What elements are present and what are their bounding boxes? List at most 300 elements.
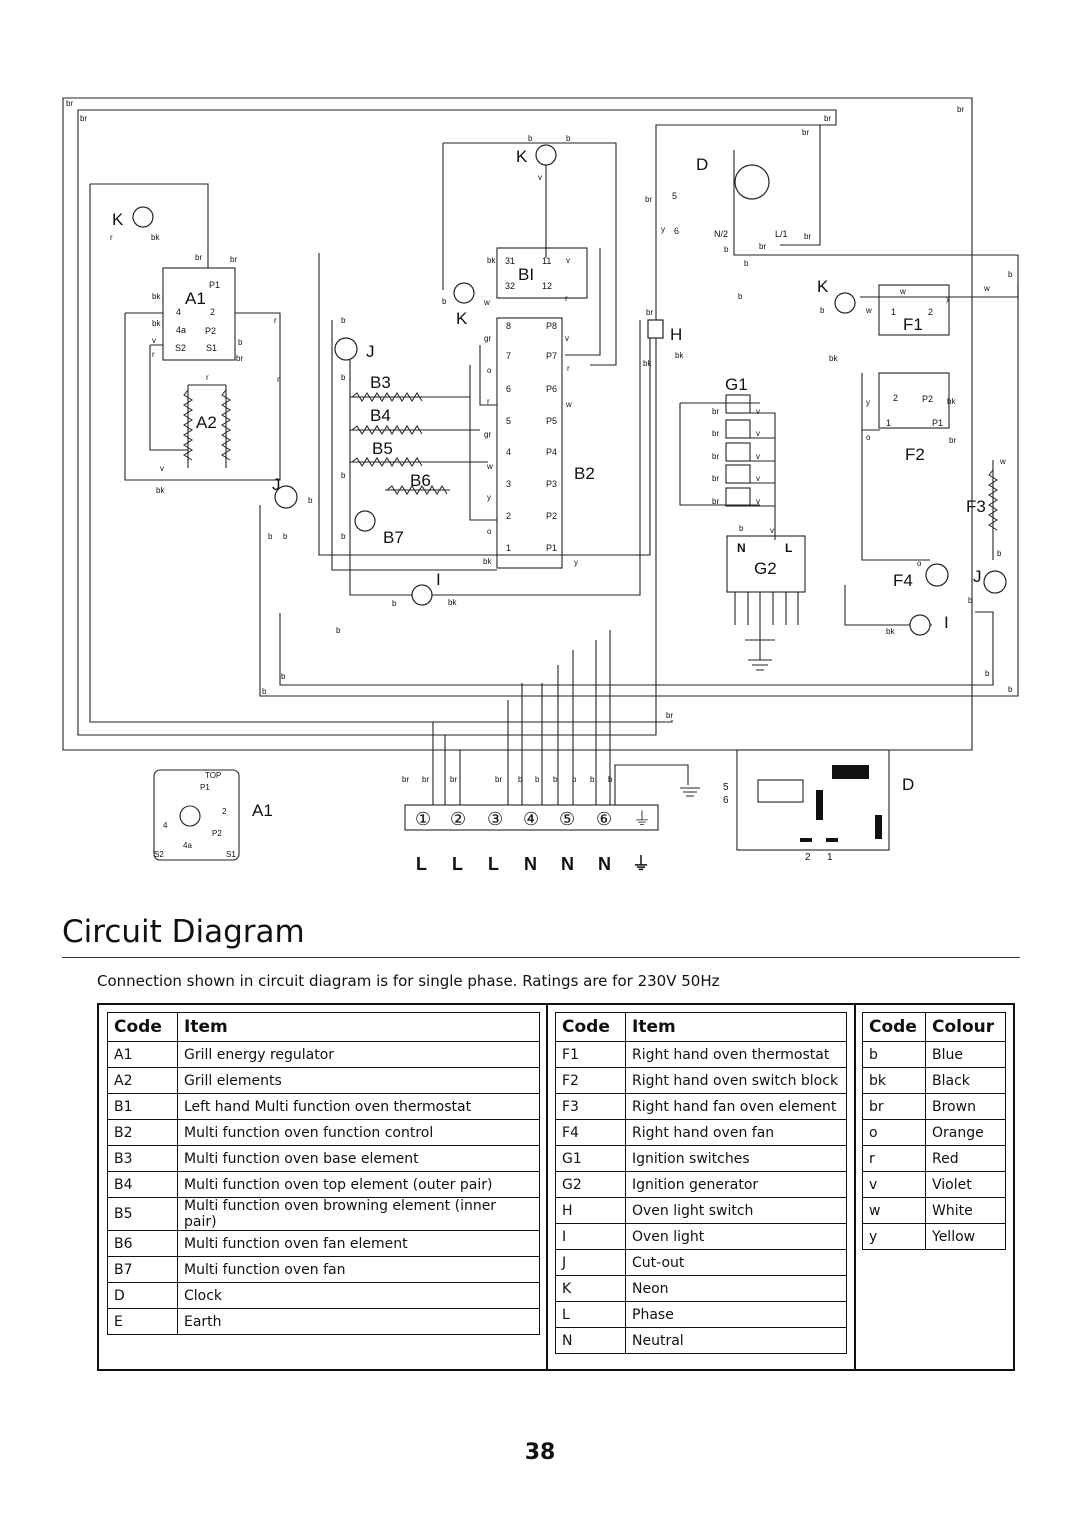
contact-label: L bbox=[785, 541, 793, 555]
wire-tag: b bbox=[283, 532, 288, 541]
wire-tag: v bbox=[756, 497, 760, 506]
contact-label: 2 bbox=[210, 307, 216, 317]
legend-item: Cut-out bbox=[626, 1250, 847, 1276]
wire-tag: b bbox=[392, 599, 397, 608]
label-k-right: K bbox=[817, 277, 829, 296]
terminal-letter: N bbox=[524, 854, 537, 874]
wire-tag: r bbox=[277, 375, 280, 384]
terminal-wire-tag: br bbox=[402, 775, 410, 784]
legend-code: B2 bbox=[108, 1120, 178, 1146]
legend-item: Right hand fan oven element bbox=[626, 1094, 847, 1120]
legend-row bbox=[556, 1094, 847, 1120]
wire-tag: r bbox=[565, 294, 568, 303]
code-header: Code bbox=[556, 1013, 626, 1042]
regulator-detail-label: S2 bbox=[154, 850, 164, 859]
contact-label: 4 bbox=[506, 447, 512, 457]
terminal-number: ② bbox=[450, 809, 467, 829]
legend-colour: White bbox=[926, 1198, 1006, 1224]
wire-tag: br bbox=[824, 114, 832, 123]
wire-tag: b bbox=[1008, 270, 1013, 279]
contact-label: P1 bbox=[546, 543, 558, 553]
label-k-mid: K bbox=[456, 309, 468, 328]
legend-code: v bbox=[863, 1172, 926, 1198]
regulator-detail-label: P1 bbox=[200, 783, 210, 792]
contact-label: 2 bbox=[893, 393, 899, 403]
wire-tag: b bbox=[739, 524, 744, 533]
contact-label: 1 bbox=[886, 418, 892, 428]
terminal-number: ⑥ bbox=[596, 809, 613, 829]
legend-code: r bbox=[863, 1146, 926, 1172]
label-a1-detail: A1 bbox=[252, 801, 273, 820]
wire-tag: r bbox=[567, 364, 570, 373]
legend-item: Right hand oven fan bbox=[626, 1120, 847, 1146]
label-b2: B2 bbox=[574, 464, 595, 483]
label-f4: F4 bbox=[893, 571, 913, 590]
wire-tag: y bbox=[574, 558, 578, 567]
contact-label: N bbox=[737, 541, 746, 555]
page-title: Circuit Diagram bbox=[62, 914, 305, 950]
label-g2: G2 bbox=[754, 559, 777, 578]
legend-row bbox=[556, 1276, 847, 1302]
legend-row bbox=[108, 1120, 540, 1146]
terminal-wire-tag: b bbox=[535, 775, 540, 784]
wire-tag: gr bbox=[484, 334, 492, 343]
contact-label: P3 bbox=[546, 479, 558, 489]
legend-row bbox=[556, 1042, 847, 1068]
clock-detail-label: 2 bbox=[805, 852, 811, 863]
terminal-earth: ⏚ bbox=[633, 809, 651, 829]
contact-label: N/2 bbox=[714, 229, 729, 239]
label-f1: F1 bbox=[903, 315, 923, 334]
label-h: H bbox=[670, 325, 683, 344]
legend-table-colours bbox=[862, 1012, 1006, 1250]
page-number: 38 bbox=[524, 1440, 556, 1465]
regulator-detail-label: 2 bbox=[222, 807, 227, 816]
wire-tag: br bbox=[66, 99, 74, 108]
contact-label: 7 bbox=[506, 351, 512, 361]
wire-tag: br bbox=[646, 308, 654, 317]
contact-label: 2 bbox=[928, 307, 934, 317]
legend-row bbox=[108, 1172, 540, 1198]
wire-tag: r bbox=[152, 350, 155, 359]
wire-tag: o bbox=[917, 559, 922, 568]
contact-label: L/1 bbox=[775, 229, 788, 239]
legend-item: Clock bbox=[178, 1283, 540, 1309]
legend-code: J bbox=[556, 1250, 626, 1276]
terminal-wire-tag: b bbox=[518, 775, 523, 784]
contact-label: S2 bbox=[175, 343, 187, 353]
legend-code: G2 bbox=[556, 1172, 626, 1198]
legend-row bbox=[556, 1198, 847, 1224]
legend-code: o bbox=[863, 1120, 926, 1146]
wire-tag: bk bbox=[675, 351, 684, 360]
legend-item: Phase bbox=[626, 1302, 847, 1328]
legend-code: D bbox=[108, 1283, 178, 1309]
legend-item: Multi function oven top element (outer pair) bbox=[178, 1172, 540, 1198]
legend-row bbox=[863, 1172, 1006, 1198]
contact-label: 1 bbox=[506, 543, 512, 553]
terminal-wire-tag: b bbox=[608, 775, 613, 784]
legend-code: G1 bbox=[556, 1146, 626, 1172]
legend-row bbox=[556, 1068, 847, 1094]
wire-tag: b bbox=[738, 292, 743, 301]
label-f3: F3 bbox=[966, 497, 986, 516]
terminal-wire-tag: br bbox=[495, 775, 503, 784]
contact-label: 5 bbox=[506, 416, 512, 426]
wire-tag: b bbox=[341, 316, 346, 325]
label-b1: BI bbox=[518, 265, 535, 284]
contact-label: 2 bbox=[506, 511, 512, 521]
terminal-wire-tag: b bbox=[553, 775, 558, 784]
wire-tag: v bbox=[565, 334, 569, 343]
label-i-right: I bbox=[944, 613, 949, 632]
terminal-wire-tag: b bbox=[590, 775, 595, 784]
terminal-earth-label: ⏚ bbox=[632, 854, 650, 874]
label-k-left: K bbox=[112, 210, 124, 229]
legend-code: B7 bbox=[108, 1257, 178, 1283]
wire-tag: br bbox=[195, 253, 203, 262]
regulator-detail-label: P2 bbox=[212, 829, 222, 838]
legend-item: Left hand Multi function oven thermostat bbox=[178, 1094, 540, 1120]
contact-label: P8 bbox=[546, 321, 558, 331]
terminal-letter: N bbox=[561, 854, 574, 874]
legend-item: Multi function oven browning element (inner pair) bbox=[178, 1198, 540, 1231]
legend-item: Ignition generator bbox=[626, 1172, 847, 1198]
contact-label: 5 bbox=[672, 191, 678, 201]
clock-detail-label: 6 bbox=[723, 795, 729, 806]
wire-tag: br bbox=[230, 255, 238, 264]
wire-tag: b bbox=[336, 626, 341, 635]
wire-tag: r bbox=[274, 316, 277, 325]
legend-row bbox=[108, 1231, 540, 1257]
wire-tag: b bbox=[308, 496, 313, 505]
legend-row bbox=[108, 1257, 540, 1283]
wire-tag: v bbox=[756, 452, 760, 461]
wire-tag: v bbox=[152, 336, 156, 345]
title-rule bbox=[62, 957, 1020, 958]
wire-tag: r bbox=[487, 397, 490, 406]
wire-tag: v bbox=[160, 464, 164, 473]
wire-tag: br bbox=[712, 474, 720, 483]
legend-table-items-2 bbox=[555, 1012, 847, 1354]
legend-item: Earth bbox=[178, 1309, 540, 1335]
wire-tag: br bbox=[236, 354, 244, 363]
wire-tag: br bbox=[80, 114, 88, 123]
legend-row bbox=[863, 1198, 1006, 1224]
regulator-detail-label: 4a bbox=[183, 841, 192, 850]
contact-label: 4 bbox=[176, 307, 182, 317]
wire-tag: y bbox=[946, 294, 950, 303]
wire-tag: b bbox=[997, 549, 1002, 558]
legend-code: B1 bbox=[108, 1094, 178, 1120]
label-b7: B7 bbox=[383, 528, 404, 547]
legend-item: Multi function oven fan element bbox=[178, 1231, 540, 1257]
wire-tag: v bbox=[756, 474, 760, 483]
contact-label: P5 bbox=[546, 416, 558, 426]
label-g1: G1 bbox=[725, 375, 748, 394]
legend-code: br bbox=[863, 1094, 926, 1120]
clock-detail-label: 5 bbox=[723, 782, 729, 793]
legend-item: Ignition switches bbox=[626, 1146, 847, 1172]
regulator-detail-label: S1 bbox=[226, 850, 236, 859]
wire-tag: b bbox=[262, 687, 267, 696]
legend-code: L bbox=[556, 1302, 626, 1328]
contact-label: 6 bbox=[506, 384, 512, 394]
wire-tag: v bbox=[756, 407, 760, 416]
legend-code: I bbox=[556, 1224, 626, 1250]
wire-tag: w bbox=[1000, 457, 1006, 466]
contact-label: 3 bbox=[506, 479, 512, 489]
contact-label: 1 bbox=[891, 307, 897, 317]
terminal-letter: N bbox=[598, 854, 611, 874]
legend-row bbox=[556, 1120, 847, 1146]
wire-tag: v bbox=[566, 256, 570, 265]
legend-row bbox=[108, 1283, 540, 1309]
terminal-number: ⑤ bbox=[559, 809, 576, 829]
legend-code: K bbox=[556, 1276, 626, 1302]
label-d: D bbox=[696, 155, 709, 174]
legend-row bbox=[556, 1172, 847, 1198]
contact-label: 8 bbox=[506, 321, 512, 331]
legend-item: Right hand oven switch block bbox=[626, 1068, 847, 1094]
terminal-wire-tag: br bbox=[450, 775, 458, 784]
terminal-letter: L bbox=[452, 854, 463, 874]
wire-tag: b bbox=[341, 373, 346, 382]
legend-code: N bbox=[556, 1328, 626, 1354]
legend-item: Neutral bbox=[626, 1328, 847, 1354]
legend-colour: Red bbox=[926, 1146, 1006, 1172]
wire-tag: br bbox=[759, 242, 767, 251]
terminal-number: ① bbox=[415, 809, 432, 829]
legend-item: Multi function oven fan bbox=[178, 1257, 540, 1283]
contact-label: 6 bbox=[674, 226, 680, 236]
colour-header: Colour bbox=[926, 1013, 1006, 1042]
label-f2: F2 bbox=[905, 445, 925, 464]
label-b4: B4 bbox=[370, 406, 391, 425]
legend-table-items-1 bbox=[107, 1012, 540, 1335]
supply-note: Connection shown in circuit diagram is for single phase. Ratings are for 230V 50Hz bbox=[97, 972, 720, 990]
wire-tag: w bbox=[866, 306, 872, 315]
legend-row bbox=[863, 1146, 1006, 1172]
wire-tag: bk bbox=[483, 557, 492, 566]
legend-code: b bbox=[863, 1042, 926, 1068]
item-header: Item bbox=[178, 1013, 540, 1042]
legend-row bbox=[556, 1224, 847, 1250]
label-j-right: J bbox=[973, 567, 982, 586]
wire-tag: b bbox=[744, 259, 749, 268]
legend-code: y bbox=[863, 1224, 926, 1250]
legend-code: F2 bbox=[556, 1068, 626, 1094]
wire-tag: w bbox=[984, 284, 990, 293]
wire-tag: b bbox=[985, 669, 990, 678]
wire-tag: bk bbox=[947, 397, 956, 406]
regulator-detail-label: 4 bbox=[163, 821, 168, 830]
wire-tag: r bbox=[206, 373, 209, 382]
contact-label: 12 bbox=[542, 281, 553, 291]
wire-tag: bk bbox=[829, 354, 838, 363]
wire-tag: b bbox=[281, 672, 286, 681]
wire-tag: b bbox=[442, 297, 447, 306]
legend-row bbox=[863, 1224, 1006, 1250]
wire-tag: y bbox=[866, 398, 870, 407]
wire-tag: bk bbox=[151, 233, 160, 242]
code-header: Code bbox=[863, 1013, 926, 1042]
legend-item: Oven light switch bbox=[626, 1198, 847, 1224]
legend-colour: Violet bbox=[926, 1172, 1006, 1198]
label-a1: A1 bbox=[185, 289, 206, 308]
legend-code: F4 bbox=[556, 1120, 626, 1146]
wire-tag: v bbox=[538, 173, 542, 182]
legend-row bbox=[556, 1250, 847, 1276]
contact-label: P4 bbox=[546, 447, 558, 457]
wire-tag: v bbox=[770, 526, 774, 535]
label-d-detail: D bbox=[902, 775, 915, 794]
legend-row bbox=[108, 1068, 540, 1094]
wire-tag: gr bbox=[484, 430, 492, 439]
wire-tag: br bbox=[645, 195, 653, 204]
legend-item: Right hand oven thermostat bbox=[626, 1042, 847, 1068]
contact-label: P1 bbox=[932, 418, 944, 428]
wire-tag: o bbox=[866, 433, 871, 442]
wire-tag: o bbox=[487, 366, 492, 375]
legend-row bbox=[556, 1146, 847, 1172]
wire-tag: bk bbox=[487, 256, 496, 265]
wire-tag: br bbox=[804, 232, 812, 241]
legend-code: B6 bbox=[108, 1231, 178, 1257]
wire-tag: y bbox=[661, 225, 665, 234]
terminal-letter: L bbox=[488, 854, 499, 874]
contact-label: P6 bbox=[546, 384, 558, 394]
wire-tag: br bbox=[666, 711, 674, 720]
label-b5: B5 bbox=[372, 439, 393, 458]
label-j-mid: J bbox=[272, 475, 281, 494]
legend-row bbox=[863, 1042, 1006, 1068]
legend-row bbox=[108, 1198, 540, 1231]
legend-row bbox=[556, 1302, 847, 1328]
terminal-number: ④ bbox=[523, 809, 540, 829]
wire-tag: b bbox=[1008, 685, 1013, 694]
legend-colour: Yellow bbox=[926, 1224, 1006, 1250]
wire-tag: br bbox=[957, 105, 965, 114]
legend-code: B4 bbox=[108, 1172, 178, 1198]
clock-detail-label: 1 bbox=[827, 852, 833, 863]
label-a2: A2 bbox=[196, 413, 217, 432]
wire-tag: br bbox=[949, 436, 957, 445]
wire-tag: w bbox=[487, 462, 493, 471]
terminal-letter: L bbox=[416, 854, 427, 874]
wire-tag: bk bbox=[152, 292, 161, 301]
legend-code: F1 bbox=[556, 1042, 626, 1068]
wire-tag: o bbox=[487, 527, 492, 536]
legend-divider bbox=[854, 1003, 856, 1371]
wire-tag: br bbox=[802, 128, 810, 137]
wire-tag: bk bbox=[156, 486, 165, 495]
wire-tag: b bbox=[238, 338, 243, 347]
label-j-left: J bbox=[366, 342, 375, 361]
legend-row bbox=[863, 1120, 1006, 1146]
label-i-mid: I bbox=[436, 570, 441, 589]
contact-label: P2 bbox=[922, 394, 934, 404]
wire-tag: bk bbox=[152, 319, 161, 328]
legend-colour: Orange bbox=[926, 1120, 1006, 1146]
wire-tag: bk bbox=[886, 627, 895, 636]
wire-tag: w bbox=[484, 298, 490, 307]
regulator-detail-label: TOP bbox=[205, 771, 222, 780]
contact-label: P2 bbox=[546, 511, 558, 521]
label-b6: B6 bbox=[410, 471, 431, 490]
wire-tag: b bbox=[968, 596, 973, 605]
wire-tag: br bbox=[712, 429, 720, 438]
legend-row bbox=[863, 1068, 1006, 1094]
legend-row bbox=[863, 1094, 1006, 1120]
contact-label: P1 bbox=[209, 280, 221, 290]
legend-item: Neon bbox=[626, 1276, 847, 1302]
contact-label: P7 bbox=[546, 351, 558, 361]
legend-row bbox=[108, 1146, 540, 1172]
legend-code: H bbox=[556, 1198, 626, 1224]
legend-code: F3 bbox=[556, 1094, 626, 1120]
contact-label: 11 bbox=[542, 256, 552, 266]
wire-tag: v bbox=[756, 429, 760, 438]
legend-code: A1 bbox=[108, 1042, 178, 1068]
code-header: Code bbox=[108, 1013, 178, 1042]
wire-tag: br bbox=[712, 452, 720, 461]
wire-tag: b bbox=[724, 245, 729, 254]
wire-tag: br bbox=[712, 407, 720, 416]
legend-row bbox=[108, 1042, 540, 1068]
wire-tag: br bbox=[712, 497, 720, 506]
label-b3: B3 bbox=[370, 373, 391, 392]
legend-row bbox=[556, 1328, 847, 1354]
item-header: Item bbox=[626, 1013, 847, 1042]
legend-item: Grill energy regulator bbox=[178, 1042, 540, 1068]
wire-tag: b bbox=[528, 134, 533, 143]
contact-label: 4a bbox=[176, 325, 187, 335]
wire-tag: r bbox=[110, 233, 113, 242]
wire-tag: w bbox=[900, 287, 906, 296]
legend-item: Multi function oven function control bbox=[178, 1120, 540, 1146]
legend-item: Multi function oven base element bbox=[178, 1146, 540, 1172]
wire-tag: b bbox=[268, 532, 273, 541]
terminal-wire-tag: b bbox=[572, 775, 577, 784]
label-k-top: K bbox=[516, 147, 528, 166]
wire-tag: bk bbox=[643, 359, 652, 368]
contact-label: 32 bbox=[505, 281, 516, 291]
wire-tag: b bbox=[820, 306, 825, 315]
contact-label: S1 bbox=[206, 343, 218, 353]
legend-item: Oven light bbox=[626, 1224, 847, 1250]
legend-row bbox=[108, 1309, 540, 1335]
legend-code: w bbox=[863, 1198, 926, 1224]
wire-tag: b bbox=[341, 532, 346, 541]
legend-code: E bbox=[108, 1309, 178, 1335]
legend-colour: Black bbox=[926, 1068, 1006, 1094]
wire-tag: w bbox=[566, 400, 572, 409]
legend-colour: Blue bbox=[926, 1042, 1006, 1068]
wire-tag: bk bbox=[448, 598, 457, 607]
wire-tag: b bbox=[566, 134, 571, 143]
wire-tag: y bbox=[487, 493, 491, 502]
legend-code: A2 bbox=[108, 1068, 178, 1094]
legend-row bbox=[108, 1094, 540, 1120]
contact-label: P2 bbox=[205, 326, 217, 336]
legend-item: Grill elements bbox=[178, 1068, 540, 1094]
legend-code: B3 bbox=[108, 1146, 178, 1172]
contact-label: 31 bbox=[505, 256, 516, 266]
legend-code: bk bbox=[863, 1068, 926, 1094]
terminal-wire-tag: br bbox=[422, 775, 430, 784]
legend-colour: Brown bbox=[926, 1094, 1006, 1120]
